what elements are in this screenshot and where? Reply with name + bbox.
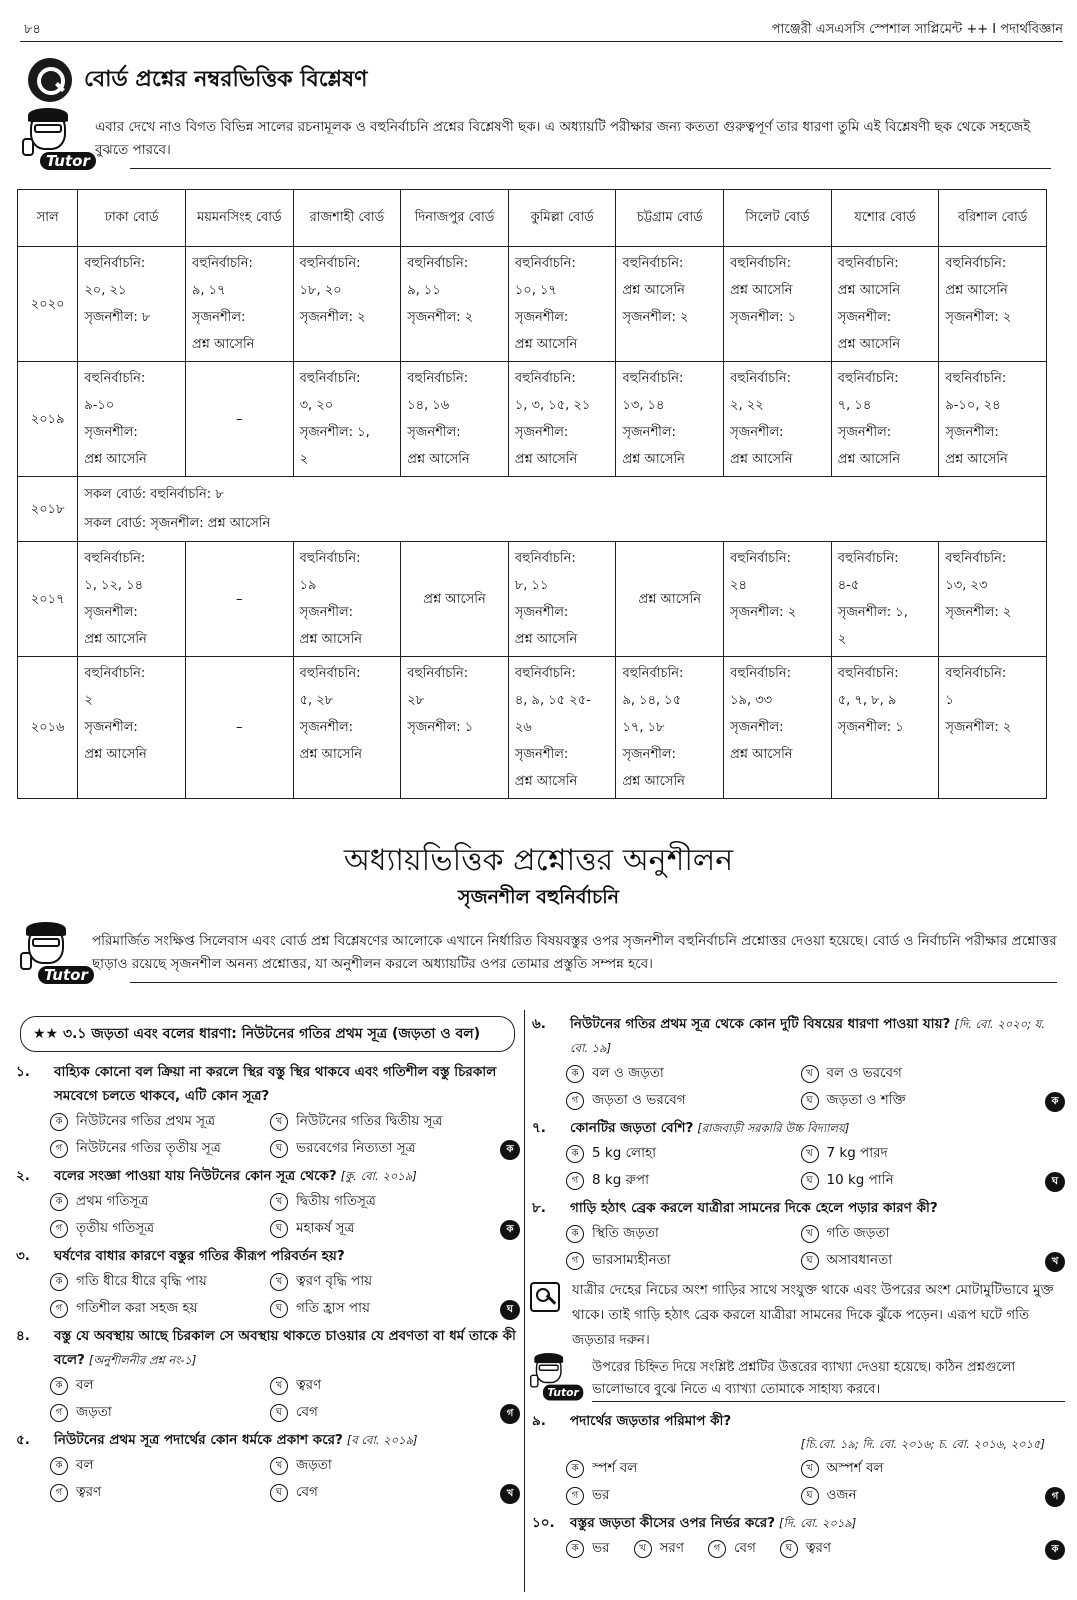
question-text-body: বাহ্যিক কোনো বল ক্রিয়া না করলে স্থির বস্তু স্থির থাকবে এবং গতিশীল বস্তু চিরকাল সমবেগে চলতে থাকবে, এটি কোন সূত্র?	[54, 1064, 497, 1104]
option[interactable]	[270, 1452, 490, 1479]
option[interactable]	[270, 1479, 490, 1506]
option-letter: ঘ	[270, 1140, 288, 1158]
options	[14, 1452, 520, 1506]
table-cell: বহুনির্বাচনি: ১০, ১৭ সৃজনশীল: প্রশ্ন আসেনি	[508, 247, 616, 362]
column-divider	[524, 1010, 525, 1592]
table-cell: বহুনির্বাচনি: ৩, ২০ সৃজনশীল: ১, ২	[293, 362, 401, 477]
option-text: 10 kg পানি	[826, 1172, 894, 1188]
option[interactable]	[780, 1535, 831, 1562]
page-header	[20, 18, 1063, 42]
option-letter: ক	[50, 1273, 68, 1291]
option[interactable]	[566, 1140, 801, 1167]
option[interactable]	[270, 1268, 490, 1295]
intro-underline	[130, 168, 1051, 169]
table-cell: বহুনির্বাচনি: ৯, ১৭ সৃজনশীল: প্রশ্ন আসেনি	[185, 247, 293, 362]
question-number: ৩.	[16, 1248, 30, 1264]
answer-badge: খ	[500, 1484, 520, 1504]
option[interactable]	[801, 1140, 1036, 1167]
question	[530, 1116, 1065, 1194]
option-text: জড়তা ও শক্তি	[826, 1092, 906, 1108]
table-cell: বহুনির্বাচনি: ৯, ১৪, ১৫ ১৭, ১৮ সৃজনশীল: প্রশ্ন আসেনি	[616, 657, 724, 799]
options	[530, 1220, 1065, 1274]
table-cell: বহুনির্বাচনি: ২, ২২ সৃজনশীল: প্রশ্ন আসেনি	[724, 362, 832, 477]
question	[14, 1060, 520, 1162]
option-letter: ক	[566, 1225, 584, 1243]
question-ref: [দি. বো. ২০১৯]	[779, 1516, 857, 1530]
option[interactable]	[50, 1479, 270, 1506]
option-text: জড়তা	[76, 1404, 112, 1420]
option-text: নিউটনের গতির তৃতীয় সূত্র	[76, 1140, 221, 1156]
option-text: জড়তা	[296, 1457, 332, 1473]
question-ref: [রাজবাড়ী সরকারি উচ্চ বিদ্যালয়]	[697, 1121, 850, 1135]
question-ref: [ব বো. ২০১৯]	[346, 1433, 418, 1447]
year-cell: ২০১৮	[18, 477, 78, 542]
question	[14, 1428, 520, 1506]
option[interactable]	[270, 1372, 490, 1399]
option-letter: ক	[566, 1065, 584, 1083]
options	[530, 1140, 1065, 1194]
table-cell: বহুনির্বাচনি: ১৮, ২০ সৃজনশীল: ২	[293, 247, 401, 362]
option-text: সরণ	[659, 1540, 685, 1556]
option-text: 5 kg লোহা	[592, 1145, 657, 1161]
option-letter: খ	[270, 1273, 288, 1291]
question-number: ১.	[16, 1064, 30, 1080]
table-cell: প্রশ্ন আসেনি	[401, 542, 509, 657]
option-letter: ক	[50, 1377, 68, 1395]
option-letter: গ	[566, 1487, 584, 1505]
option[interactable]	[50, 1399, 270, 1426]
table-header-cell: সিলেট বোর্ড	[724, 190, 832, 247]
question-text-body: গাড়ি হঠাৎ ব্রেক করলে যাত্রীরা সামনের দিকে হেলে পড়ার কারণ কী?	[570, 1200, 938, 1216]
option-letter: গ	[566, 1252, 584, 1270]
option[interactable]	[270, 1399, 490, 1426]
option-text: বল	[76, 1457, 94, 1473]
option[interactable]	[566, 1060, 801, 1087]
table-cell: –	[185, 542, 293, 657]
question-stem	[14, 1324, 520, 1372]
question-ref: [কু. বো. ২০১৯]	[340, 1169, 417, 1183]
option-text: বেগ	[296, 1484, 318, 1500]
question-list	[530, 1409, 1065, 1562]
option-text: নিউটনের গতির দ্বিতীয় সূত্র	[296, 1113, 443, 1129]
question-text-body: বস্তু যে অবস্থায় আছে চিরকাল সে অবস্থায় থাকতে চাওয়ার যে প্রবণতা বা ধর্ম তাকে কী বলে?	[54, 1328, 516, 1368]
table-header-cell: রাজশাহী বোর্ড	[293, 190, 401, 247]
option-text: স্থিতি জড়তা	[592, 1225, 659, 1241]
year-cell: ২০১৬	[18, 657, 78, 799]
question-stem	[530, 1409, 1065, 1433]
table-header-row	[18, 190, 1047, 247]
tutor-mascot-icon: Tutor	[22, 108, 100, 170]
question-number: ৫.	[16, 1432, 30, 1448]
magnifier-icon	[28, 58, 72, 102]
option[interactable]	[270, 1295, 490, 1322]
answer-badge: ক	[500, 1220, 520, 1240]
option-letter: গ	[708, 1540, 726, 1558]
question-stem	[14, 1428, 520, 1452]
table-cell: বহুনির্বাচনি: প্রশ্ন আসেনি সৃজনশীল: ২	[939, 247, 1047, 362]
question-number: ৮.	[532, 1200, 546, 1216]
page-number: ৮৪	[24, 22, 41, 37]
table-cell: বহুনির্বাচনি: প্রশ্ন আসেনি সৃজনশীল: ১	[724, 247, 832, 362]
option-letter: গ	[50, 1220, 68, 1238]
table-row	[18, 657, 1047, 799]
table-body	[18, 247, 1047, 799]
answer-badge: গ	[500, 1404, 520, 1424]
question-stem	[530, 1012, 1065, 1060]
question-text-body: নিউটনের গতির প্রথম সূত্র থেকে কোন দুটি বিষয়ের ধারণা পাওয়া যায়?	[570, 1016, 951, 1032]
option[interactable]	[801, 1167, 1036, 1194]
option[interactable]	[801, 1247, 1036, 1274]
table-cell: বহুনির্বাচনি: ১৪, ১৬ সৃজনশীল: প্রশ্ন আসেনি	[401, 362, 509, 477]
question	[530, 1511, 1065, 1562]
options	[14, 1372, 520, 1426]
table-cell: বহুনির্বাচনি: প্রশ্ন আসেনি সৃজনশীল: প্রশ্ন আসেনি	[831, 247, 939, 362]
option-text: 7 kg পারদ	[826, 1145, 888, 1161]
chapter-intro: পরিমার্জিত সংক্ষিপ্ত সিলেবাস এবং বোর্ড প্রশ্ন বিশ্লেষণের আলোকে এখানে নির্ধারিত বিষয়বস্তুর ওপর সৃজনশীল বহুনির্বাচনি প্রশ্নোত্তর দেওয়া হয়েছে। বোর্ড ও নির্বাচনি পরীক্ষার প্রশ্নোত্তর ছাড়াও রয়েছে সৃজনশীল অনন্য প্রশ্নোত্তর, যা অনুশীলন করলে অধ্যায়টির ওপর তোমার প্রস্তুতি সম্পন্ন হবে।	[92, 933, 1057, 972]
option-letter: খ	[270, 1193, 288, 1211]
option-letter: ঘ	[270, 1484, 288, 1502]
option-text: অস্পর্শ বল	[826, 1460, 884, 1476]
option-text: দ্বিতীয় গতিসূত্র	[296, 1193, 376, 1209]
option[interactable]	[270, 1188, 490, 1215]
option-text: তৃতীয় গতিসূত্র	[76, 1220, 155, 1236]
question	[530, 1012, 1065, 1114]
option-text: বেগ	[734, 1540, 756, 1556]
question-stem	[14, 1164, 520, 1188]
question-ref: [চি.বো. ১৯; দি. বো. ২০১৬; চ. বো. ২০১৬, ২০১৫]	[800, 1437, 1045, 1451]
table-cell: প্রশ্ন আসেনি	[616, 542, 724, 657]
option[interactable]	[801, 1087, 1036, 1114]
option[interactable]	[801, 1060, 1036, 1087]
table-row	[18, 362, 1047, 477]
option-text: মহাকর্ষ সূত্র	[296, 1220, 355, 1236]
question	[14, 1244, 520, 1322]
table-cell: বহুনির্বাচনি: ১ সৃজনশীল: ২	[939, 657, 1047, 799]
table-cell: বহুনির্বাচনি: ১৩, ১৪ সৃজনশীল: প্রশ্ন আসেনি	[616, 362, 724, 477]
option-letter: ক	[50, 1113, 68, 1131]
intro-underline	[130, 982, 1057, 983]
option-letter: খ	[270, 1457, 288, 1475]
table-cell: বহুনির্বাচনি: প্রশ্ন আসেনি সৃজনশীল: ২	[616, 247, 724, 362]
tutor-note	[530, 1357, 1065, 1405]
option[interactable]	[708, 1535, 756, 1562]
table-row	[18, 542, 1047, 657]
option-text: ভর	[592, 1487, 610, 1503]
table-header-cell: কুমিল্লা বোর্ড	[508, 190, 616, 247]
question-text	[570, 1012, 1065, 1060]
table-cell: বহুনির্বাচনি: ৫, ৭, ৮, ৯ সৃজনশীল: ১	[831, 657, 939, 799]
option-letter: ক	[50, 1457, 68, 1475]
table-cell: সকল বোর্ড: বহুনির্বাচনি: ৮ সকল বোর্ড: সৃজনশীল: প্রশ্ন আসেনি	[78, 477, 1047, 542]
option-text: স্পর্শ বল	[592, 1460, 638, 1476]
option-text: গতিশীল করা সহজ হয়	[76, 1300, 198, 1316]
option-text: প্রথম গতিসূত্র	[76, 1193, 149, 1209]
question	[14, 1324, 520, 1426]
table-header-cell: বরিশাল বোর্ড	[939, 190, 1047, 247]
tutor-mascot-icon: Tutor	[530, 1353, 586, 1398]
option-letter: গ	[50, 1484, 68, 1502]
question	[530, 1409, 1065, 1509]
key-icon	[530, 1282, 560, 1312]
table-cell: বহুনির্বাচনি: ৪-৫ সৃজনশীল: ১, ২	[831, 542, 939, 657]
option[interactable]	[801, 1455, 1036, 1482]
question-text	[570, 1409, 1065, 1433]
option-text: বল	[76, 1377, 94, 1393]
table-header-cell: দিনাজপুর বোর্ড	[401, 190, 509, 247]
chapter-subtitle: সৃজনশীল বহুনির্বাচনি	[458, 886, 619, 908]
option-text: নিউটনের গতির প্রথম সূত্র	[76, 1113, 215, 1129]
table-cell: বহুনির্বাচনি: ৪, ৯, ১৫ ২৫- ২৬ সৃজনশীল: প্রশ্ন আসেনি	[508, 657, 616, 799]
question-text-body: বস্তুর জড়তা কীসের ওপর নির্ভর করে?	[570, 1515, 776, 1531]
option[interactable]	[801, 1482, 1036, 1509]
option-letter: গ	[566, 1172, 584, 1190]
question-stem	[14, 1060, 520, 1108]
option-letter: ঘ	[801, 1487, 819, 1505]
option-text: ত্বরণ বৃদ্ধি পায়	[296, 1273, 373, 1289]
option-letter: গ	[50, 1140, 68, 1158]
answer-badge: গ	[1045, 1487, 1065, 1507]
explanation-text: যাত্রীর দেহের নিচের অংশ গাড়ির সাথে সংযুক্ত থাকে এবং উপরের অংশ মোটামুটিভাবে মুক্ত থাকে। তাই গাড়ি হঠাৎ ব্রেক করলে যাত্রীরা সামনের দিকে ঝুঁকে পড়েন। এরূপ ঘটে গতি জড়তার দরুন।	[572, 1282, 1054, 1348]
option-letter: খ	[801, 1145, 819, 1163]
option-text: ভর	[592, 1540, 610, 1556]
option-letter: ঘ	[270, 1300, 288, 1318]
question	[530, 1196, 1065, 1274]
table-header-cell: সাল	[18, 190, 78, 247]
question-text	[570, 1196, 1065, 1220]
table-cell: বহুনির্বাচনি: ৯-১০ সৃজনশীল: প্রশ্ন আসেনি	[78, 362, 186, 477]
option-letter: ঘ	[780, 1540, 798, 1558]
question-text	[54, 1428, 520, 1452]
answer-badge: খ	[1045, 1252, 1065, 1272]
year-cell: ২০২০	[18, 247, 78, 362]
question-number: ৯.	[532, 1413, 546, 1429]
option[interactable]	[50, 1452, 270, 1479]
question-text	[54, 1244, 520, 1268]
option[interactable]	[566, 1087, 801, 1114]
option-letter: ক	[566, 1145, 584, 1163]
question-list	[530, 1012, 1065, 1274]
option-text: বল ও ভরবেগ	[826, 1065, 902, 1081]
table-cell: বহুনির্বাচনি: ১, ৩, ১৫, ২১ সৃজনশীল: প্রশ্ন আসেনি	[508, 362, 616, 477]
question-ref: [অনুশীলনীর প্রশ্ন নং-১]	[88, 1353, 197, 1367]
option-letter: খ	[270, 1113, 288, 1131]
right-column	[530, 1012, 1065, 1564]
section-title-row	[28, 58, 367, 102]
option-letter: ক	[566, 1540, 584, 1558]
year-cell: ২০১৯	[18, 362, 78, 477]
answer-badge: ঘ	[500, 1300, 520, 1320]
table-cell: বহুনির্বাচনি: ২৪ সৃজনশীল: ২	[724, 542, 832, 657]
question-text-body: পদার্থের জড়তার পরিমাপ কী?	[570, 1413, 732, 1429]
question-text-body: কোনটির জড়তা বেশি?	[570, 1120, 694, 1136]
option-text: অসাবধানতা	[826, 1252, 893, 1268]
option-letter: ক	[50, 1193, 68, 1211]
table-cell: বহুনির্বাচনি: ৫, ২৮ সৃজনশীল: প্রশ্ন আসেনি	[293, 657, 401, 799]
option[interactable]	[50, 1188, 270, 1215]
question-stem	[530, 1196, 1065, 1220]
option-letter: ক	[566, 1460, 584, 1478]
option-text: ওজন	[826, 1487, 857, 1503]
section-intro: এবার দেখে নাও বিগত বিভিন্ন সালের রচনামূলক ও বহুনির্বাচনি প্রশ্নের বিশ্লেষণী ছক। এ অধ্যায়টি পরীক্ষার জন্য কততা গুরুত্বপূর্ণ তার ধারণা তুমি এই বিশ্লেষণী ছক থেকে সহজেই বুঝতে পারবে।	[95, 119, 1031, 158]
topic-title: ৩.১ জড়তা এবং বলের ধারণা: নিউটনের গতির প্রথম সূত্র (জড়তা ও বল)	[62, 1026, 481, 1042]
question-stem	[530, 1511, 1065, 1535]
options	[530, 1535, 1065, 1562]
option-letter: ঘ	[801, 1092, 819, 1110]
answer-badge: ক	[500, 1140, 520, 1160]
option[interactable]	[50, 1135, 270, 1162]
question-number: ২.	[16, 1168, 30, 1184]
option-letter: খ	[801, 1460, 819, 1478]
question-text-body: নিউটনের প্রথম সূত্র পদার্থের কোন ধর্মকে প্রকাশ করে?	[54, 1432, 343, 1448]
question-text-body: ঘর্ষণের বাধার কারণে বস্তুর গতির কীরূপ পরিবর্তন হয়?	[54, 1248, 345, 1264]
answer-badge: ক	[1045, 1540, 1065, 1560]
question-text	[54, 1324, 520, 1372]
option[interactable]	[566, 1167, 801, 1194]
table-cell: বহুনির্বাচনি: ৯, ১১ সৃজনশীল: ২	[401, 247, 509, 362]
board-analysis-table	[17, 189, 1047, 799]
options	[14, 1188, 520, 1242]
answer-badge: ক	[1045, 1092, 1065, 1112]
option-text: ভারসাম্যহীনতা	[592, 1252, 671, 1268]
tutor-note-text: উপরের চিহ্নিত দিয়ে সংশ্লিষ্ট প্রশ্নটির উত্তরের ব্যাখ্যা দেওয়া হয়েছে। কঠিন প্রশ্নগুলো ভালোভাবে বুঝে নিতে এ ব্যাখ্যা তোমাকে সাহায্য করবে।	[592, 1357, 1065, 1402]
explanation	[530, 1278, 1065, 1353]
option-letter: খ	[801, 1065, 819, 1083]
options	[14, 1268, 520, 1322]
answer-badge: ঘ	[1045, 1172, 1065, 1192]
option[interactable]	[50, 1295, 270, 1322]
option-letter: ঘ	[270, 1220, 288, 1238]
option[interactable]	[50, 1372, 270, 1399]
options	[14, 1108, 520, 1162]
table-cell: –	[185, 657, 293, 799]
question-number: ৪.	[16, 1328, 30, 1344]
option[interactable]	[566, 1455, 801, 1482]
table-header-cell: ঢাকা বোর্ড	[78, 190, 186, 247]
option-text: বল ও জড়তা	[592, 1065, 664, 1081]
option[interactable]	[801, 1220, 1036, 1247]
option-text: ত্বরণ	[296, 1377, 322, 1393]
question-text	[54, 1164, 520, 1188]
year-cell: ২০১৭	[18, 542, 78, 657]
tutor-mascot-icon: Tutor	[20, 922, 98, 984]
option-text: গতি ধীরে ধীরে বৃদ্ধি পায়	[76, 1273, 207, 1289]
option-letter: খ	[270, 1377, 288, 1395]
chapter-title: অধ্যায়ভিত্তিক প্রশ্নোত্তর অনুশীলন	[343, 843, 734, 878]
question-number: ১০.	[532, 1515, 555, 1531]
section-title: বোর্ড প্রশ্নের নম্বরভিত্তিক বিশ্লেষণ	[84, 66, 368, 92]
option-text: ভরবেগের নিত্যতা সূত্র	[296, 1140, 416, 1156]
table-cell: বহুনির্বাচনি: ৮, ১১ সৃজনশীল: প্রশ্ন আসেনি	[508, 542, 616, 657]
option-text: 8 kg রুপা	[592, 1172, 649, 1188]
question-number: ৬.	[532, 1016, 546, 1032]
option[interactable]	[270, 1108, 490, 1135]
question-ref: [দি. বো. ২০২০; য. বো. ১৯]	[570, 1017, 1045, 1055]
option-letter: ঘ	[801, 1252, 819, 1270]
star-icon: ★★	[33, 1026, 59, 1042]
option-letter: খ	[634, 1540, 652, 1558]
table-row	[18, 247, 1047, 362]
option-letter: গ	[566, 1092, 584, 1110]
table-row	[18, 477, 1047, 542]
question-stem	[14, 1244, 520, 1268]
option-text: ত্বরণ	[805, 1540, 832, 1556]
options	[530, 1060, 1065, 1114]
option-text: গতি হ্রাস পায়	[296, 1300, 370, 1316]
table-cell: বহুনির্বাচনি: ১৯ সৃজনশীল: প্রশ্ন আসেনি	[293, 542, 401, 657]
question-text	[54, 1060, 520, 1108]
topic-box	[20, 1016, 515, 1052]
option[interactable]	[566, 1482, 801, 1509]
option[interactable]	[50, 1215, 270, 1242]
table-cell: বহুনির্বাচনি: ২ সৃজনশীল: প্রশ্ন আসেনি	[78, 657, 186, 799]
question	[14, 1164, 520, 1242]
question-list	[14, 1060, 520, 1506]
options	[530, 1455, 1065, 1509]
question-stem	[530, 1116, 1065, 1140]
option[interactable]	[270, 1215, 490, 1242]
option[interactable]	[50, 1108, 270, 1135]
question-text	[570, 1116, 1065, 1140]
table-cell: –	[185, 362, 293, 477]
option[interactable]	[634, 1535, 685, 1562]
question-text	[570, 1511, 1065, 1535]
option[interactable]	[566, 1535, 610, 1562]
option-text: জড়তা ও ভরবেগ	[592, 1092, 686, 1108]
table-cell: বহুনির্বাচনি: ২০, ২১ সৃজনশীল: ৮	[78, 247, 186, 362]
table-cell: বহুনির্বাচনি: ১, ১২, ১৪ সৃজনশীল: প্রশ্ন আসেনি	[78, 542, 186, 657]
left-column	[14, 1012, 520, 1508]
table-header-cell: ময়মনসিংহ বোর্ড	[185, 190, 293, 247]
option-letter: ঘ	[270, 1404, 288, 1422]
option[interactable]	[566, 1220, 801, 1247]
option-text: ত্বরণ	[76, 1484, 102, 1500]
running-title: পাঞ্জেরী এসএসসি স্পেশাল সাপ্লিমেন্ট ++ I পদার্থবিজ্ঞান	[771, 22, 1063, 37]
table-cell: বহুনির্বাচনি: ১৯, ৩৩ সৃজনশীল: প্রশ্ন আসেনি	[724, 657, 832, 799]
table-cell: বহুনির্বাচনি: ২৮ সৃজনশীল: ১	[401, 657, 509, 799]
option[interactable]	[270, 1135, 490, 1162]
question-text-body: বলের সংজ্ঞা পাওয়া যায় নিউটনের কোন সূত্র থেকে?	[54, 1168, 337, 1184]
option-letter: গ	[50, 1300, 68, 1318]
option-text: গতি জড়তা	[826, 1225, 890, 1241]
table-cell: বহুনির্বাচনি: ৯-১০, ২৪ সৃজনশীল: প্রশ্ন আসেনি	[939, 362, 1047, 477]
question-number: ৭.	[532, 1120, 546, 1136]
option-letter: ঘ	[801, 1172, 819, 1190]
table-cell: বহুনির্বাচনি: ৭, ১৪ সৃজনশীল: প্রশ্ন আসেনি	[831, 362, 939, 477]
option[interactable]	[50, 1268, 270, 1295]
option-letter: খ	[801, 1225, 819, 1243]
table-header-cell: চট্টগ্রাম বোর্ড	[616, 190, 724, 247]
option-letter: গ	[50, 1404, 68, 1422]
table-header-cell: যশোর বোর্ড	[831, 190, 939, 247]
table-cell: বহুনির্বাচনি: ১৩, ২৩ সৃজনশীল: ২	[939, 542, 1047, 657]
option[interactable]	[566, 1247, 801, 1274]
option-text: বেগ	[296, 1404, 318, 1420]
